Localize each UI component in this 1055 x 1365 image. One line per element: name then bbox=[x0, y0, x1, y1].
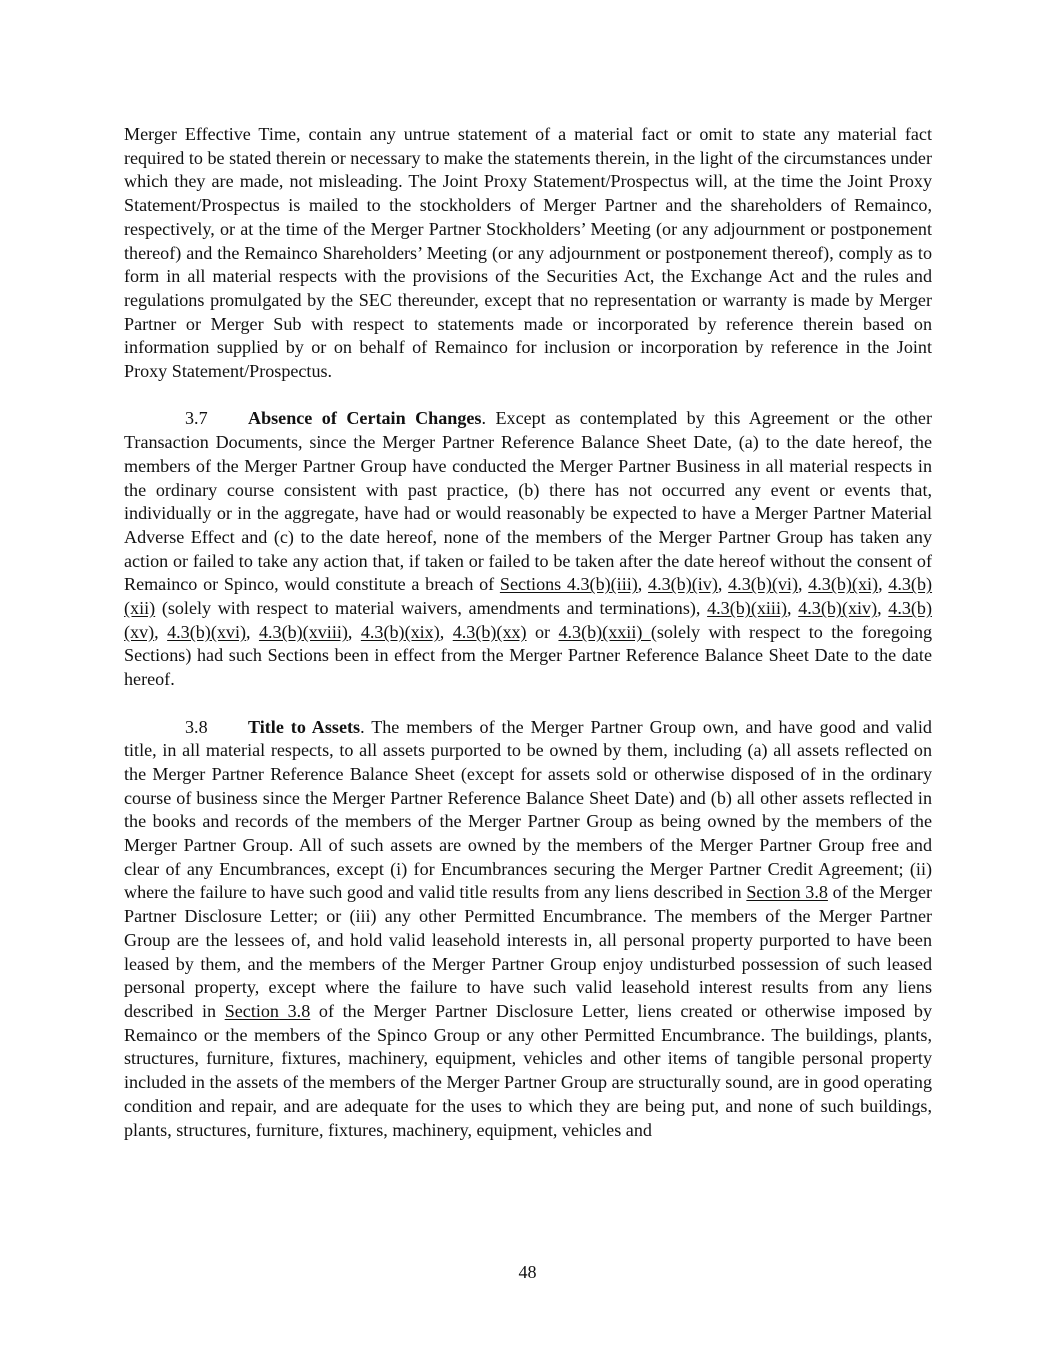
separator: , bbox=[246, 621, 259, 642]
cross-reference: 4.3(b)(xx) bbox=[452, 621, 527, 642]
section-heading: Title to Assets bbox=[248, 716, 361, 737]
section-text: (solely with respect to material waivers, amendments and terminations), bbox=[155, 598, 708, 619]
section-heading: Absence of Certain Changes bbox=[248, 408, 482, 429]
section-text: . The members of the Merger Partner Group own, and have good and valid title, in all material respects, to all assets purported to be owned by them, including (a) all assets reflected on the Merger Partner Reference Balance Sheet (except for assets sold or otherwise disposed of in the ordinary course of business since the Merger Partner Reference Balance Sheet Date) and (b) all other assets reflected in the books and records of the members of the Merger Partner Group as being owned by the members of the Merger Partner Group. All of such assets are owned by the members of the Merger Partner Group free and clear of any Encumbrances, except (i) for Encumbrances securing the Merger Partner Credit Agreement; (ii) where the failure to have such good and valid title results from any liens described in bbox=[124, 716, 932, 903]
section-number: 3.8 bbox=[185, 716, 208, 737]
cross-reference: 4.3(b)(xiv) bbox=[798, 598, 878, 619]
separator: , bbox=[439, 621, 453, 642]
separator: , bbox=[787, 598, 799, 619]
separator: , bbox=[637, 574, 649, 595]
separator: , bbox=[154, 621, 168, 642]
section-text: or bbox=[526, 621, 559, 642]
section-3-7 bbox=[124, 407, 932, 691]
section-number: 3.7 bbox=[185, 408, 208, 429]
section-3-8 bbox=[124, 716, 932, 1143]
cross-reference: Sections 4.3(b)(iii) bbox=[499, 574, 638, 595]
cross-reference: 4.3(b)(xix) bbox=[360, 621, 440, 642]
page-number: 48 bbox=[518, 1262, 537, 1282]
separator: , bbox=[877, 598, 889, 619]
paragraph-continuation bbox=[124, 123, 932, 384]
cross-reference: Section 3.8 bbox=[746, 882, 828, 903]
section-text: of the Merger Partner Disclosure Letter, liens created or otherwise imposed by Remainco or the members of the Spinco Group or any other Permitted Encumbrance. The buildings, plants, structures, furniture, fixtures, machinery, equipment, vehicles and other items of tangible personal property included in the assets of the members of the Merger Partner Group are structurally sound, are in good operating condition and repair, and are adequate for the uses to which they are being put, and none of such buildings, plants, structures, furniture, fixtures, machinery, equipment, vehicles and bbox=[124, 1000, 932, 1140]
cross-reference: 4.3(b)(xxii) bbox=[558, 621, 651, 642]
document-page bbox=[124, 123, 932, 1142]
cross-reference: 4.3(b)(xv) bbox=[124, 598, 932, 642]
cross-reference: 4.3(b)(vi) bbox=[728, 574, 798, 595]
separator: , bbox=[717, 574, 729, 595]
cross-reference: 4.3(b)(iv) bbox=[648, 574, 718, 595]
paragraph-text: Merger Effective Time, contain any untrue statement of a material fact or omit to state any material fact required to be stated therein or necessary to make the statements therein, in the light of the circumstances under which they are made, not misleading. The Joint Proxy Statement/Prospectus will, at the time the Joint Proxy Statement/Prospectus is mailed to the stockholders of Merger Partner and the shareholders of Remainco, respectively, or at the time of the Merger Partner Stockholders’ Meeting (or any adjournment or postponement thereof) and the Remainco Shareholders’ Meeting (or any adjournment or postponement thereof), comply as to form in all material respects with the provisions of the Securities Act, the Exchange Act and the rules and regulations promulgated by the SEC thereunder, except that no representation or warranty is made by Merger Partner or Merger Sub with respect to statements made or incorporated by reference therein based on information supplied by or on behalf of Remainco for inclusion or incorporation by reference in the Joint Proxy Statement/Prospectus. bbox=[124, 124, 932, 382]
cross-reference: 4.3(b)(xi) bbox=[808, 574, 879, 595]
cross-reference: 4.3(b)(xiii) bbox=[707, 598, 788, 619]
cross-reference: 4.3(b)(xvi) bbox=[167, 621, 246, 642]
section-text: (solely with respect to the foregoing Sections) had such Sections been in effect from the Merger Partner Reference Balance Sheet Date to the date hereof. bbox=[124, 621, 933, 690]
cross-reference: Section 3.8 bbox=[224, 1000, 311, 1021]
section-text: of the Merger Partner Disclosure Letter; or (iii) any other Permitted Encumbrance. The members of the Merger Partner Group are the lessees of, and hold valid leasehold interests in, all personal property purported to have been leased by them, and the members of the Merger Partner Group enjoy undisturbed possession of such leased personal property, except where the failure to have such valid leasehold interest results from any liens described in bbox=[124, 882, 933, 1021]
separator: , bbox=[347, 621, 361, 642]
section-text: . Except as contemplated by this Agreement or the other Transaction Documents, since the Merger Partner Reference Balance Sheet Date, (a) to the date hereof, the members of the Merger Partner Group have conducted the Merger Partner Business in all material respects in the ordinary course consistent with past practice, (b) there has not occurred any event or events that, individually or in the aggregate, have had or would reasonably be expected to have a Merger Partner Material Adverse Effect and (c) to the date hereof, none of the members of the Merger Partner Group has taken any action or failed to take any action that, if taken or failed to be taken after the date hereof without the consent of Remainco or Spinco, would constitute a breach of bbox=[124, 408, 932, 595]
separator: , bbox=[797, 574, 809, 595]
cross-reference: 4.3(b)(xii) bbox=[124, 574, 933, 619]
cross-reference: 4.3(b)(xviii) bbox=[258, 621, 348, 642]
separator: , bbox=[878, 574, 889, 595]
